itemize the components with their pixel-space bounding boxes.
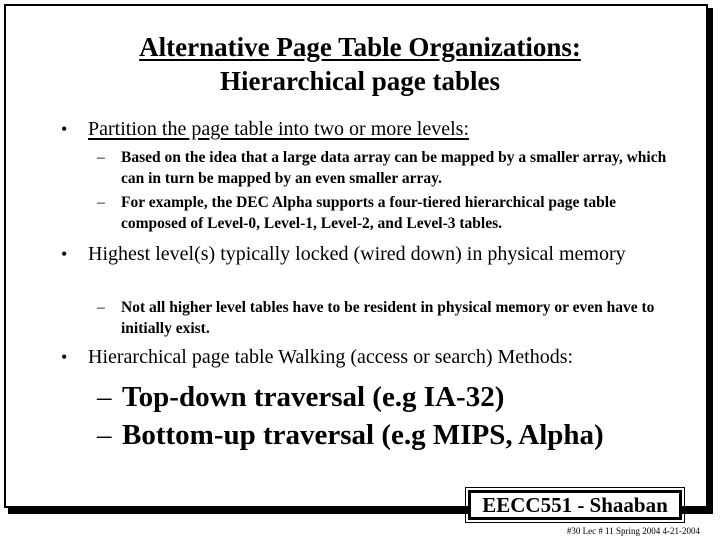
bullet-1-sub-2-text: For example, the DEC Alpha supports a four-tiered hierarchical page table composed of Level-0, Level-1, Level-2, and Level-3 tables. <box>121 194 616 232</box>
bullet-2 <box>61 242 658 266</box>
footer-meta: #30 Lec # 11 Spring 2004 4-21-2004 <box>566 526 700 536</box>
bullet-3-sub-1-text: Top-down traversal (e.g IA-32) <box>122 381 505 413</box>
bullet-1-text: Partition the page table into two or more levels: <box>88 118 470 140</box>
bullet-1-sub-1-text: Based on the idea that a large data array can be mapped by a smaller array, which can in turn be mapped by an even smaller array. <box>121 149 667 187</box>
dash-icon: – <box>97 381 112 413</box>
bullet-3-sub-2-text: Bottom-up traversal (e.g MIPS, Alpha) <box>122 419 604 451</box>
title-line-1: Alternative Page Table Organizations: <box>139 32 581 62</box>
bullet-2-sub-1 <box>97 297 691 339</box>
bullet-1 <box>61 117 688 141</box>
slide-title <box>0 30 720 98</box>
dash-icon: – <box>97 299 105 316</box>
bullet-1-sub-2 <box>97 192 681 234</box>
bullet-1-sub-1 <box>97 147 681 189</box>
bullet-dot-icon: • <box>61 119 68 139</box>
bullet-3-sub-1 <box>97 379 692 415</box>
bullet-3-text: Hierarchical page table Walking (access or search) Methods: <box>88 346 574 368</box>
dash-icon: – <box>97 419 112 451</box>
bullet-dot-icon: • <box>61 244 68 264</box>
bullet-2-sub-1-text: Not all higher level tables have to be resident in physical memory or even have to initially exist. <box>121 299 655 337</box>
title-line-2: Hierarchical page tables <box>220 66 500 96</box>
footer-course-label: EECC551 - Shaaban <box>482 493 668 517</box>
bullet-dot-icon: • <box>61 347 68 367</box>
bullet-3 <box>61 345 708 369</box>
dash-icon: – <box>97 194 105 211</box>
bullet-2-text: Highest level(s) typically locked (wired down) in physical memory <box>88 243 626 265</box>
bullet-3-sub-2 <box>97 417 692 453</box>
dash-icon: – <box>97 149 105 166</box>
